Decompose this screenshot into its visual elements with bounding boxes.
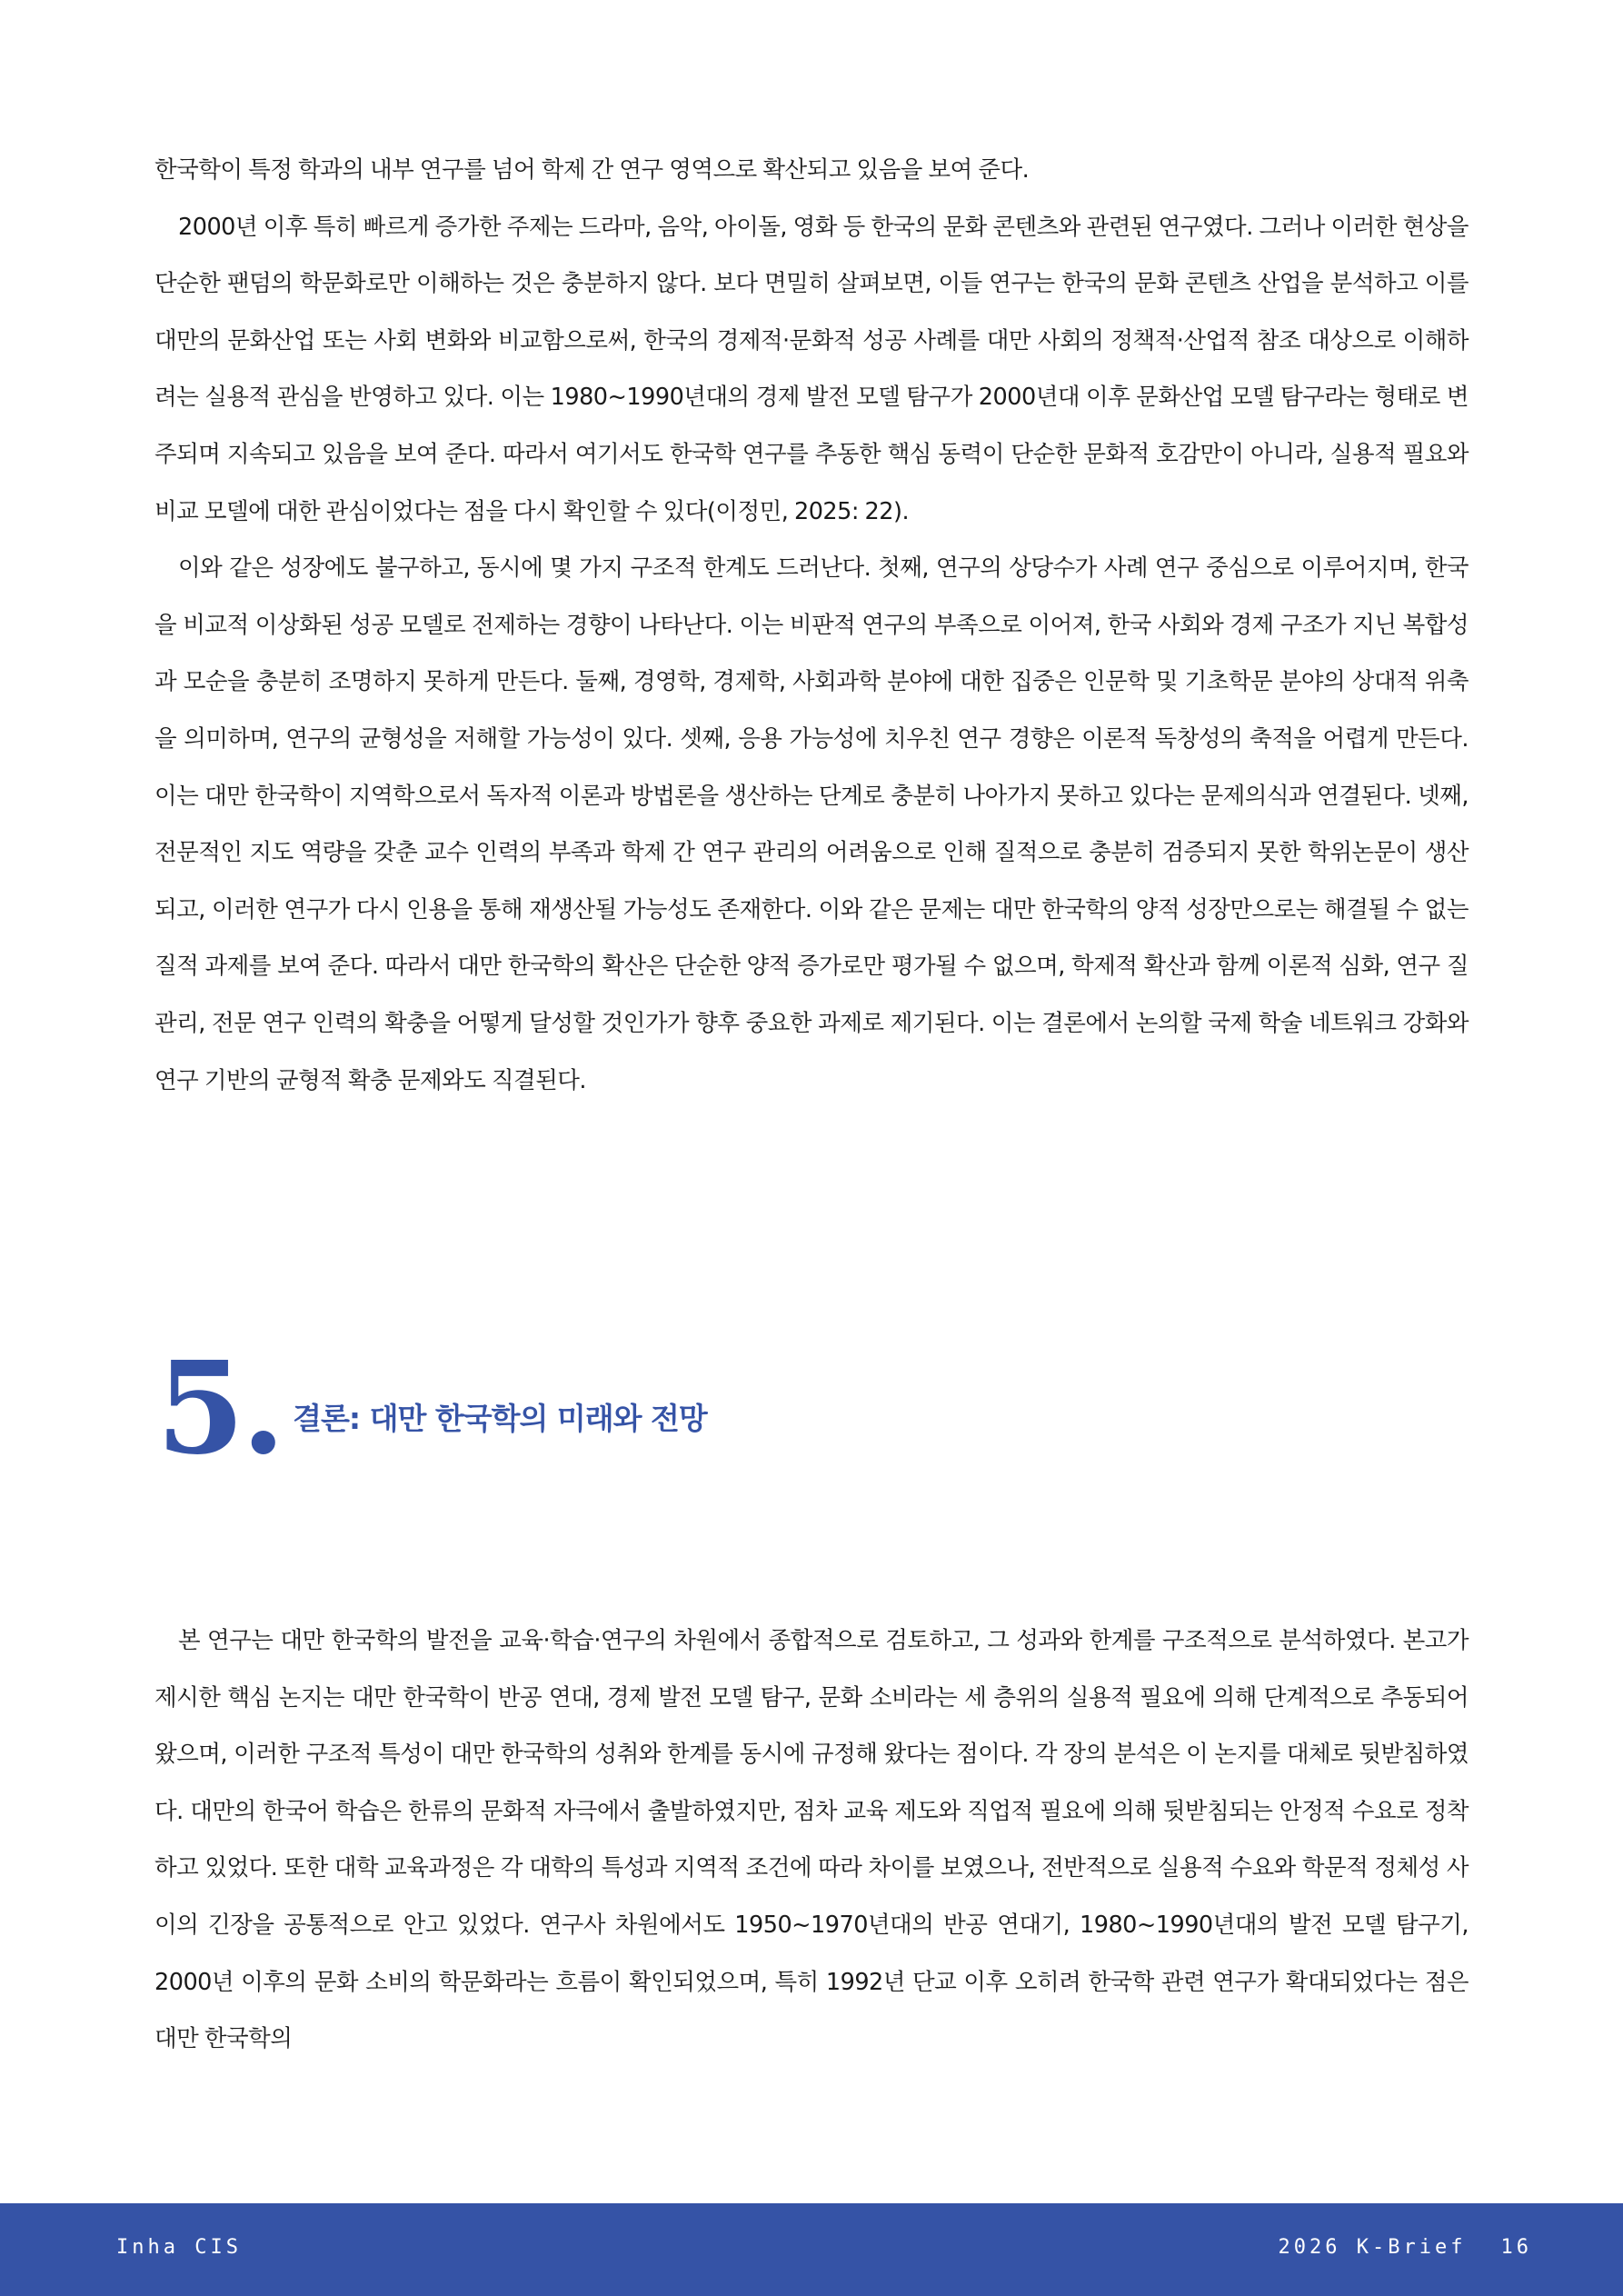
footer-publisher: Inha CIS [116, 2236, 242, 2259]
body-text-top [154, 142, 1469, 1109]
footer-brief-title: 2026 K-Brief [1278, 2236, 1467, 2259]
footer-right [1279, 2236, 1532, 2259]
paragraph: 이와 같은 성장에도 불구하고, 동시에 몇 가지 구조적 한계도 드러난다. 첫째, 연구의 상당수가 사례 연구 중심으로 이루어지며, 한국을 비교적 이상화된 성공 모델로 전제하는 경향이 나타난다. 이는 비판적 연구의 부족으로 이어져, 한국 사회와 경제 구조가 지닌 복합성과 모순을 충분히 조명하지 못하게 만든다. 둘째, 경영학, 경제학, 사회과학 분야에 대한 집중은 인문학 및 기초학문 분야의 상대적 위축을 의미하며, 연구의 균형성을 저해할 가능성이 있다. 셋째, 응용 가능성에 치우친 연구 경향은 이론적 독창성의 축적을 어렵게 만든다. 이는 대만 한국학이 지역학으로서 독자적 이론과 방법론을 생산하는 단계로 충분히 나아가지 못하고 있다는 문제의식과 연결된다. 넷째, 전문적인 지도 역량을 갖춘 교수 인력의 부족과 학제 간 연구 관리의 어려움으로 인해 질적으로 충분히 검증되지 못한 학위논문이 생산되고, 이러한 연구가 다시 인용을 통해 재생산될 가능성도 존재한다. 이와 같은 문제는 대만 한국학의 양적 성장만으로는 해결될 수 없는 질적 과제를 보여 준다. 따라서 대만 한국학의 확산은 단순한 양적 증가로만 평가될 수 없으며, 학제적 확산과 함께 이론적 심화, 연구 질 관리, 전문 연구 인력의 확충을 어떻게 달성할 것인가가 향후 중요한 과제로 제기된다. 이는 결론에서 논의할 국제 학술 네트워크 강화와 연구 기반의 균형적 확충 문제와도 직결된다. [154, 554, 1469, 1094]
section-number: 5. [156, 1334, 283, 1483]
paragraph: 본 연구는 대만 한국학의 발전을 교육·학습·연구의 차원에서 종합적으로 검토하고, 그 성과와 한계를 구조적으로 분석하였다. 본고가 제시한 핵심 논지는 대만 한국학이 반공 연대, 경제 발전 모델 탐구, 문화 소비라는 세 층위의 실용적 필요에 의해 단계적으로 추동되어 왔으며, 이러한 구조적 특성이 대만 한국학의 성취와 한계를 동시에 규정해 왔다는 점이다. 각 장의 분석은 이 논지를 대체로 뒷받침하였다. 대만의 한국어 학습은 한류의 문화적 자극에서 출발하였지만, 점차 교육 제도와 직업적 필요에 의해 뒷받침되는 안정적 수요로 정착하고 있었다. 또한 대학 교육과정은 각 대학의 특성과 지역적 조건에 따라 차이를 보였으나, 전반적으로 실용적 수요와 학문적 정체성 사이의 긴장을 공통적으로 안고 있었다. 연구사 차원에서도 1950~1970년대의 반공 연대기, 1980~1990년대의 발전 모델 탐구기, 2000년 이후의 문화 소비의 학문화라는 흐름이 확인되었으며, 특히 1992년 단교 이후 오히려 한국학 관련 연구가 확대되었다는 점은 대만 한국학의 [154, 1627, 1469, 2053]
section-title: 결론: 대만 한국학의 미래와 전망 [293, 1401, 707, 1436]
page-number: 16 [1500, 2236, 1532, 2259]
paragraph: 2000년 이후 특히 빠르게 증가한 주제는 드라마, 음악, 아이돌, 영화 등 한국의 문화 콘텐츠와 관련된 연구였다. 그러나 이러한 현상을 단순한 팬덤의 학문화로만 이해하는 것은 충분하지 않다. 보다 면밀히 살펴보면, 이들 연구는 한국의 문화 콘텐츠 산업을 분석하고 이를 대만의 문화산업 또는 사회 변화와 비교함으로써, 한국의 경제적·문화적 성공 사례를 대만 사회의 정책적·산업적 참조 대상으로 이해하려는 실용적 관심을 반영하고 있다. 이는 1980~1990년대의 경제 발전 모델 탐구가 2000년대 이후 문화산업 모델 탐구라는 형태로 변주되며 지속되고 있음을 보여 준다. 따라서 여기서도 한국학 연구를 추동한 핵심 동력이 단순한 문화적 호감만이 아니라, 실용적 필요와 비교 모델에 대한 관심이었다는 점을 다시 확인할 수 있다(이정민, 2025: 22). [154, 213, 1469, 525]
body-text-bottom [154, 1612, 1469, 2068]
paragraph: 한국학이 특정 학과의 내부 연구를 넘어 학제 간 연구 영역으로 확산되고 있음을 보여 준다. [154, 156, 1030, 184]
page-footer [0, 2203, 1623, 2296]
section-heading [156, 1334, 707, 1483]
